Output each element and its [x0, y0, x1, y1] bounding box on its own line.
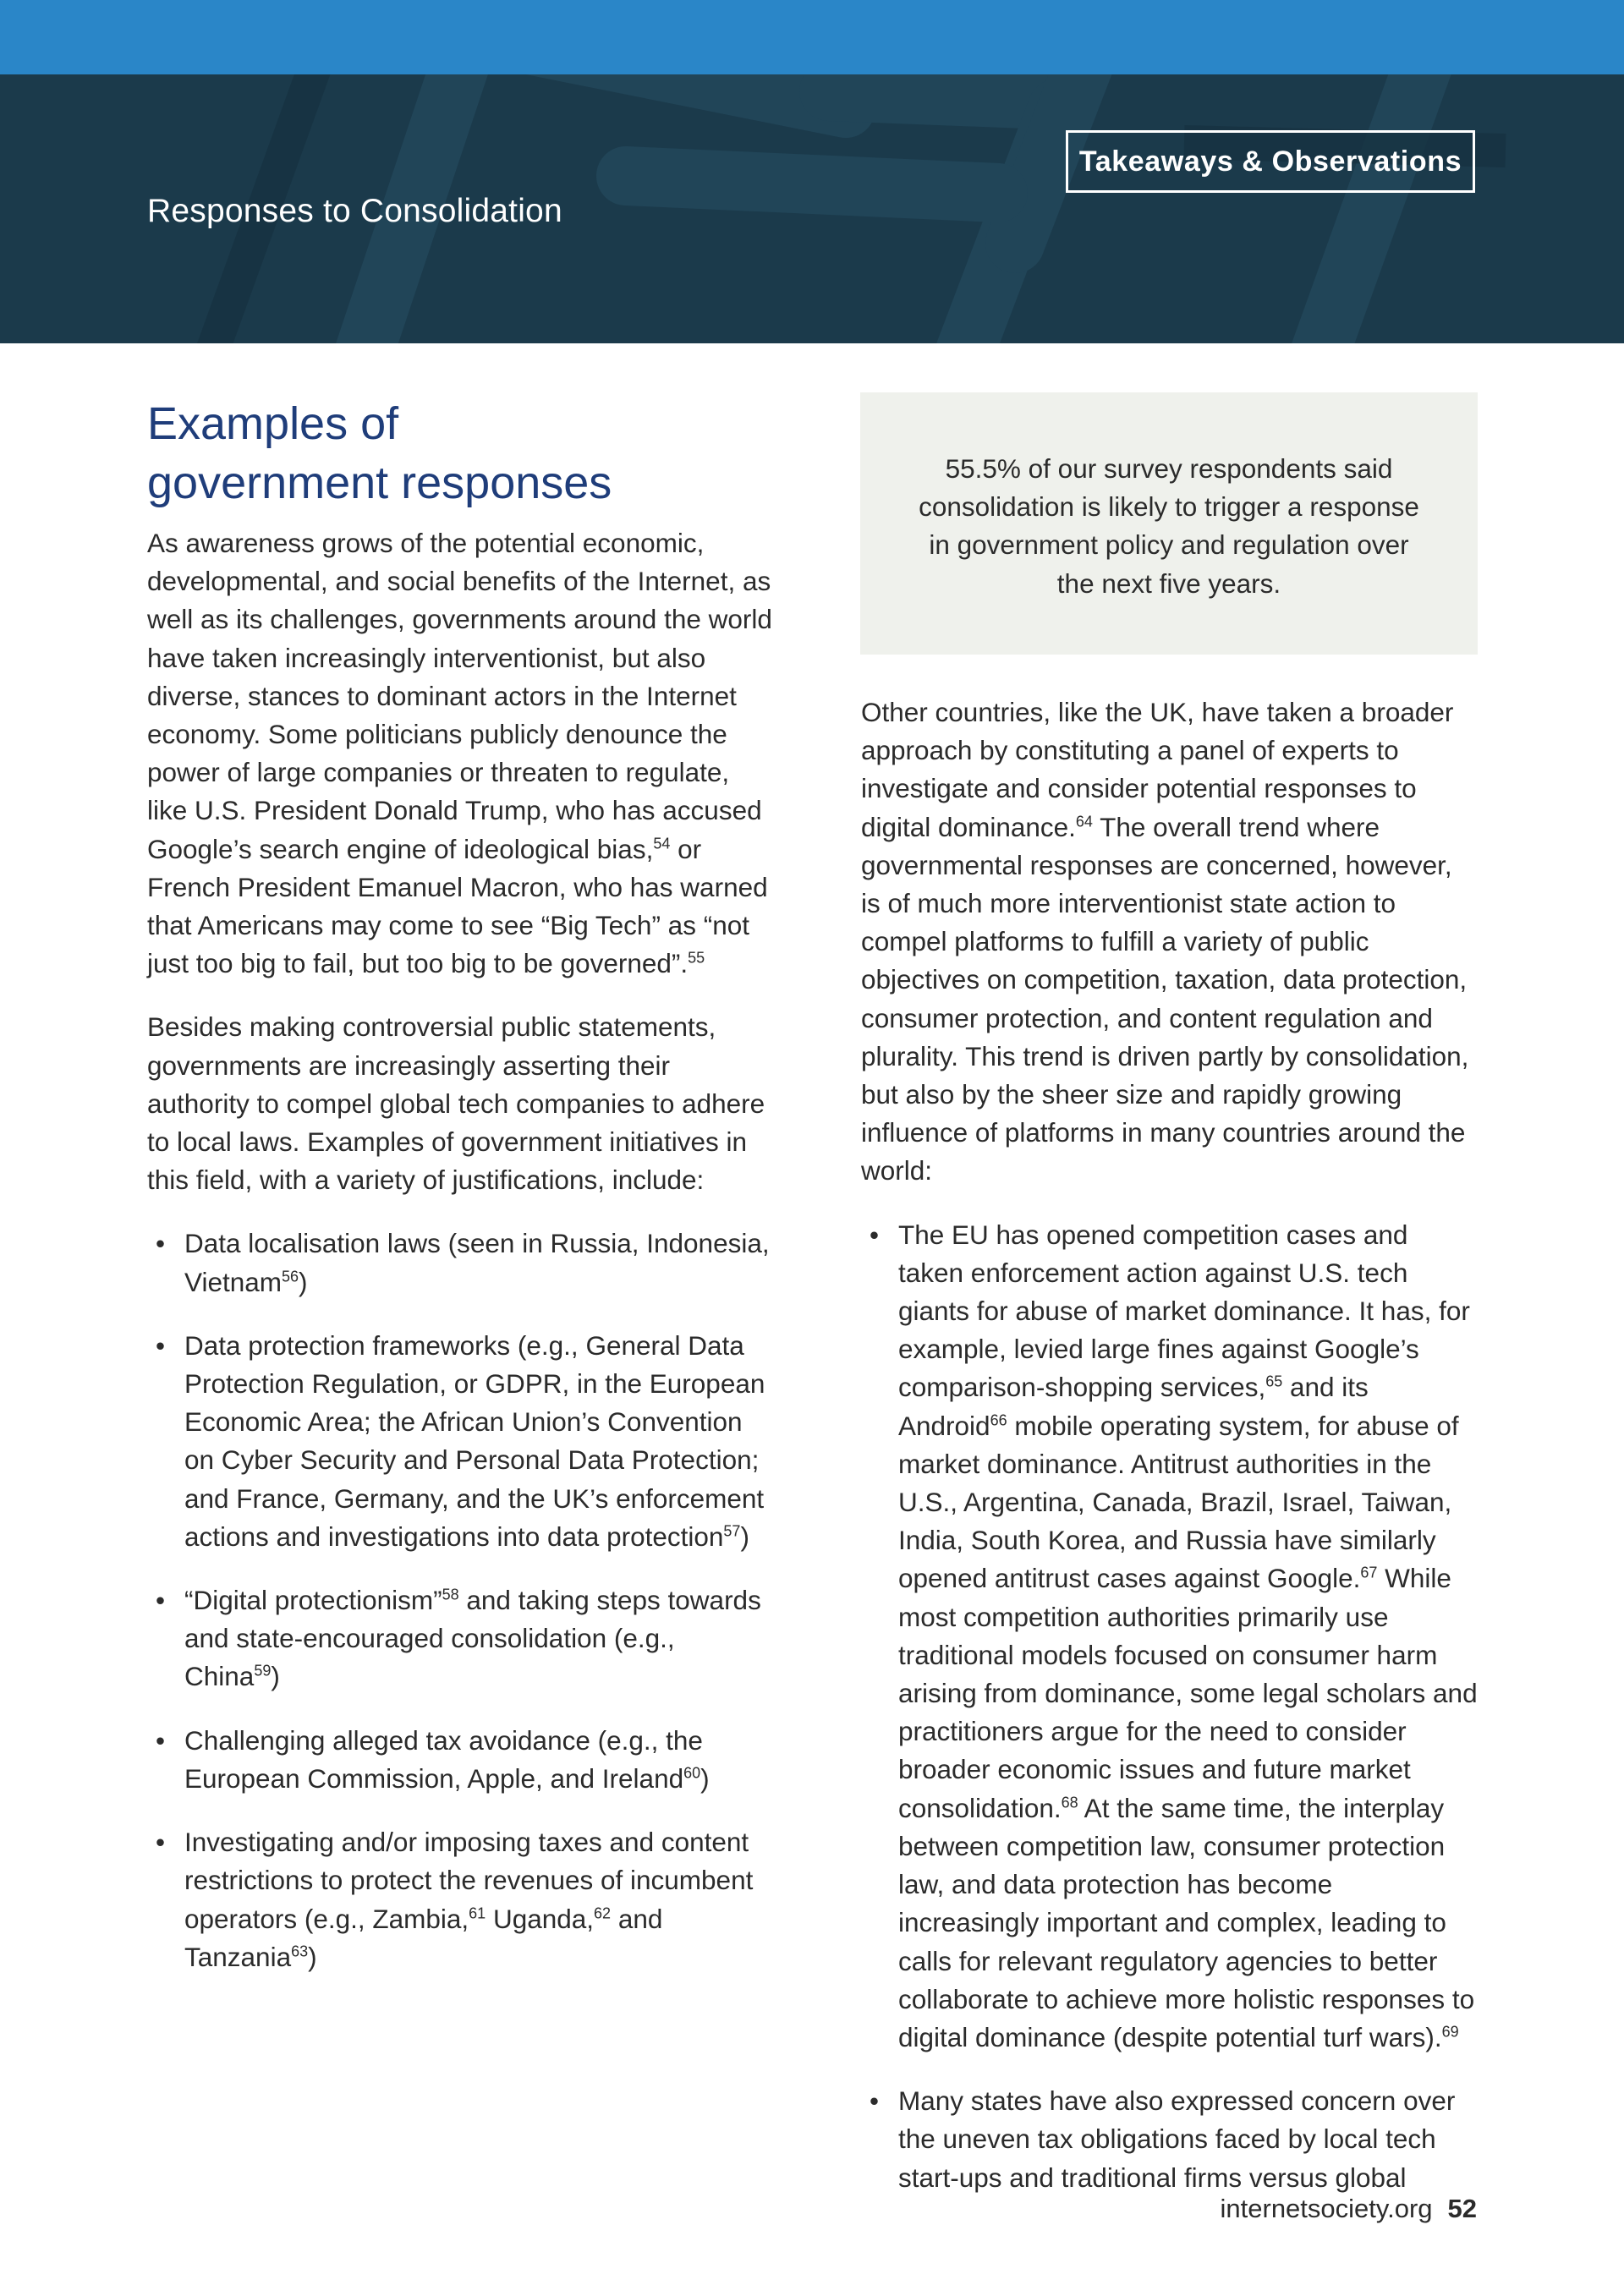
survey-callout-box: [860, 392, 1478, 655]
footnote-ref[interactable]: 64: [1075, 813, 1093, 830]
takeaways-observations-button[interactable]: Takeaways & Observations: [1066, 130, 1475, 193]
footnote-ref[interactable]: 60: [683, 1764, 701, 1782]
right-column: [861, 693, 1479, 2222]
list-item: • “Digital protectionism”$^{58}$ and taking steps towards and state-encouraged consolidation (e.g., China$^{59}$): [147, 1581, 773, 1696]
left-paragraph-2: Besides making controversial public statements, governments are increasingly asserting their authority to compel global tech companies to adhere to local laws. Examples of government initiatives in this field, with a variety of justifications, include:: [147, 1011, 765, 1196]
top-accent-strip: [0, 0, 1624, 74]
list-item: • The EU has opened competition cases and taken enforcement action against U.S. tech giants for abuse of market dominance. It has, for example, levied large fines against Google’s comparison-shopping services,$^{65}$ and its Android$^{66}$ mobile operating system, for abuse of market dominance. Antitrust authorities in the U.S., Argentina, Canada, Brazil, Israel, Taiwan, India, South Korea, and Russia have similarly opened antitrust cases against Google.$^{67}$ While most competition authorities primarily use traditional models focused on consumer harm arising from dominance, some legal scholars and practitioners argue for the need to consider broader economic issues and future market consolidation.$^{68}$ At the same time, the interplay between competition law, consumer protection law, and data protection has become increasingly important and complex, leading to calls for relevant regulatory agencies to better collaborate to achieve more holistic responses to digital dominance (despite potential turf wars).$^{69}$: [861, 1216, 1479, 2057]
footnote-ref[interactable]: 68: [1061, 1794, 1078, 1811]
site-link[interactable]: internetsociety.org: [1220, 2194, 1433, 2223]
footnote-ref[interactable]: 56: [282, 1268, 299, 1285]
footnote-ref[interactable]: 63: [291, 1943, 309, 1960]
footnote-ref[interactable]: 61: [469, 1904, 486, 1921]
list-item: • Data protection frameworks (e.g., General Data Protection Regulation, or GDPR, in the European Economic Area; the African Union’s Convention on Cyber Security and Personal Data Protection; and France, Germany, and the UK’s enforcement actions and investigations into data protection$^{57}$): [147, 1327, 773, 1556]
list-item: • Many states have also expressed concern over the uneven tax obligations faced by local tech start-ups and traditional firms versus global: [861, 2082, 1479, 2197]
footnote-ref[interactable]: 69: [1441, 2023, 1459, 2041]
page-footer: [1221, 2194, 1477, 2224]
footnote-ref[interactable]: 59: [254, 1662, 272, 1680]
list-item: • Investigating and/or imposing taxes and content restrictions to protect the revenues of incumbent operators (e.g., Zambia,$^{61}$ Uganda,$^{62}$ and Tanzania$^{63}$): [147, 1823, 773, 1976]
footnote-ref[interactable]: 55: [688, 949, 705, 967]
platform-responses-list: [861, 1216, 1479, 2197]
page-heading: [147, 394, 612, 512]
heading-line-1: Examples of: [147, 398, 399, 449]
footnote-ref[interactable]: 62: [594, 1904, 612, 1921]
list-item: • Data localisation laws (seen in Russia, Indonesia, Vietnam$^{56}$): [147, 1225, 773, 1301]
section-title: Responses to Consolidation: [147, 193, 562, 229]
footnote-ref[interactable]: 66: [990, 1411, 1007, 1429]
government-initiatives-list: [147, 1225, 773, 1975]
footnote-ref[interactable]: 58: [442, 1586, 459, 1603]
left-column: [147, 524, 773, 2002]
list-item: • Challenging alleged tax avoidance (e.g., the European Commission, Apple, and Ireland$^{60}$): [147, 1722, 773, 1798]
footnote-ref[interactable]: 65: [1265, 1373, 1283, 1390]
page-number: 52: [1447, 2194, 1477, 2223]
footnote-ref[interactable]: 67: [1360, 1564, 1378, 1581]
callout-text: 55.5% of our survey respondents said consolidation is likely to trigger a response in government policy and regulation over the next five years.: [919, 453, 1419, 599]
footnote-ref[interactable]: 57: [723, 1522, 741, 1540]
left-paragraph-1: As awareness grows of the potential economic, developmental, and social benefits of the Internet, as well as its challenges, governments around the world have taken increasingly interventionist, but also diverse, stances to dominant actors in the Internet economy. Some politicians publicly denounce the power of large companies or threaten to regulate, like U.S. President Donald Trump, who has accused Google’s search engine of ideological bias,$^{54}$ or French President Emanuel Macron, who has warned that Americans may come to see “Big Tech” as “not just too big to fail, but too big to be governed”.$^{55}$: [147, 528, 772, 979]
footnote-ref[interactable]: 54: [653, 835, 671, 852]
heading-line-2: government responses: [147, 458, 612, 508]
page-header: [0, 74, 1624, 343]
right-paragraph-1: Other countries, like the UK, have taken a broader approach by constituting a panel of experts to investigate and consider potential responses to digital dominance.$^{64}$ The overall trend where governmental responses are concerned, however, is of much more interventionist state action to compel platforms to fulfill a variety of public objectives on competition, taxation, data protection, consumer protection, and content regulation and plurality. This trend is driven partly by consolidation, but also by the sheer size and rapidly growing influence of platforms in many countries around the world:: [861, 697, 1469, 1186]
